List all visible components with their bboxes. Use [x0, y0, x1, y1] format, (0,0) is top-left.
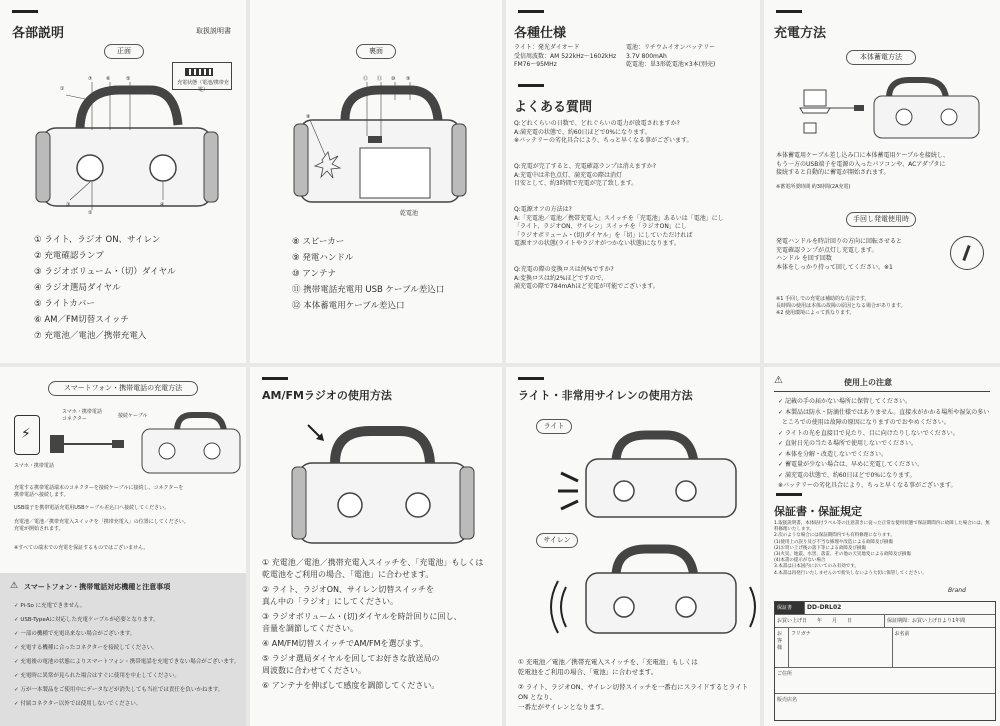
callout-8: ⑧ [306, 114, 311, 120]
form-row [775, 668, 995, 694]
panel-charging [764, 0, 1000, 363]
faq-title: よくある質問 [514, 100, 593, 115]
section-title: 各種仕様 [514, 26, 567, 41]
callout-3: ③ [66, 202, 71, 208]
steps-list [518, 657, 758, 712]
step: ⑤ ラジオ選局ダイヤルを回してお好きな放送局の 周波数に合わせてください。 [262, 654, 440, 675]
charging-illustration [764, 68, 1000, 148]
callout-6: ⑥ [106, 76, 111, 82]
subsection-label: スマートフォン・携帯電話の充電方法 [48, 381, 198, 396]
step: ② ライト、ラジオON、サイレン切替スイッチを一番右にスライドするとライトON となり、 一番左がサイレンとなります。 [518, 683, 749, 711]
steps-list [262, 557, 500, 692]
subsection-label: 本体蓄電方法 [846, 50, 916, 65]
faq-item: Q:どれくらいの日数で、どれぐらいの電力が放電されますか? A:満充電の状態で、約60日ほどで0%になります。 ※バッテリーの劣化具合により、ちっと早くなる事がございます。 [514, 120, 693, 145]
callout-9: ⑨ [406, 76, 411, 82]
warning-title: スマートフォン・携帯電話対応機種と注意事項 [24, 583, 171, 591]
warning-icon: ⚠ [774, 375, 783, 386]
list-item: ✓ 満充電の状態で、約60日ほどで0%になります。 [778, 471, 916, 479]
customer-label: お客様 [775, 628, 789, 667]
step: ② ライト、ラジオON、サイレン切替スイッチを 真ん中の「ラジオ」にしてください。 [262, 585, 434, 606]
warranty-text: 1.取扱説明書、本体貼付ラベル等の注意書きに従った正常な使用状態で保証期間内に故障した場合には、無料修理いたします。 2.次のような場合には保証期間内でも有料修理になります。 (1)使用上の誤り及び不当な修理や改造による故障及び損傷 (2)お買い上げ後の落下等による故障及び損傷 (3)火災、地震、水害、落雷、その他の天災地変による故障及び損傷 (4)本書の提示がない場合 3.本書は日本国内においてのみ有効です。 4.本書は再発行いたしませんので紛失しないよう大切に保管してください。 [774, 521, 990, 576]
section-title: ライト・非常用サイレンの使用方法 [518, 389, 693, 402]
list-item: ⑤ ライトカバー [34, 299, 95, 309]
list-item: ※バッテリーの劣化具合により、ちっと早くなる事がございます。 [778, 482, 957, 489]
spec-left: ライト：発光ダイオード 受信周波数：AM 522kHz〜1602kHz FM76〜95MHz [514, 44, 617, 69]
cable-label: 接続ケーブル [118, 413, 148, 419]
product-code: DD-DRL02 [807, 604, 842, 611]
panel-radio-usage [250, 367, 502, 726]
callout-5: ⑤ [126, 76, 131, 82]
heading-bar [262, 377, 288, 380]
caution-title: 使用上の注意 [844, 378, 892, 387]
warning-icon: ⚠ [10, 581, 19, 591]
faq-item: Q:充電の際の変換ロスは何%ですか? A:変換ロスは約2%ほどですので、 満充電の際で784mAhほど充電が可能でございます。 [514, 266, 659, 291]
radio-front-illustration [0, 60, 246, 240]
panel-parts-back [250, 0, 502, 363]
list-item: ④ ラジオ選局ダイヤル [34, 283, 121, 293]
panel-phone-charging [0, 367, 246, 726]
mode-label-light: ライト [536, 419, 572, 434]
furigana-field[interactable]: フリガナ [789, 628, 893, 667]
list-item: ② 充電確認ランプ [34, 251, 104, 261]
charging-notes: ※1 手回しでの充電は補助的な方法です。 長時間の使用は本体の故障の原因となる場合があります。 ※2 使用環境によって異なります。 [776, 296, 906, 316]
form-row [775, 628, 995, 668]
warranty-period: 保証期間：お買い上げ日より1年間 [887, 618, 966, 624]
form-row [775, 694, 995, 720]
step: ① 充電池／電池／携帯充電入スイッチを、「充電池」もしくは 乾電池をご利用の場合、「電池」に合わせます。 [262, 558, 484, 579]
list-item: ✓ 本製品は防水・防滴仕様ではありません。直接水がかかる場所や湿気の多い [778, 408, 990, 416]
list-item: ⑩ アンテナ [292, 269, 336, 279]
callout-10: ⑩ [391, 76, 396, 82]
crank-icon [950, 236, 984, 270]
list-item: ⑧ スピーカー [292, 237, 345, 247]
radio-back-illustration [250, 60, 502, 220]
callout-12: ⑫ [363, 76, 369, 82]
note: ※すべての端末での充電を保証するものではございません。 [14, 545, 149, 551]
list-item: ⑦ 充電池／電池／携帯充電入 [34, 331, 147, 341]
connector-label: スマホ・携帯電話 コネクター [62, 409, 102, 422]
heading-bar [776, 10, 802, 13]
panel-specs-faq [506, 0, 760, 363]
indicator-caption: 充電状態（電池/携帯充電） [177, 80, 229, 93]
list-item: ✓ Pi-So に充電できません。 [14, 603, 86, 609]
list-item: ③ ラジオボリューム・（切）ダイヤル [34, 267, 176, 277]
doc-label: 取扱説明書 [196, 27, 231, 35]
step: ④ AM/FM切替スイッチでAM/FMを選びます。 [262, 639, 428, 648]
list-item: ⑪ 携帯電話充電用 USB ケーブル差込口 [292, 285, 445, 295]
callout-4: ④ [160, 202, 165, 208]
list-item: ところでの使用は故障の原因になりますのでおやめください。 [781, 419, 950, 426]
panel-light-siren [506, 367, 760, 726]
siren-mode-illustration [506, 537, 760, 647]
section-title: 各部説明 [12, 26, 65, 41]
section-title: 充電方法 [774, 26, 827, 41]
brand-logo: Brand [948, 587, 966, 594]
parts-list [292, 234, 444, 314]
heading-bar [776, 493, 802, 496]
smartphone-icon [14, 415, 40, 455]
callout-7: ⑦ [88, 76, 93, 82]
view-label: 裏面 [356, 44, 396, 59]
form-header-row [775, 602, 995, 615]
list-item: ① ライト、ラジオ ON、サイレン [34, 235, 161, 245]
charging-text: 本体蓄電用ケーブル差し込み口に本体蓄電用ケーブルを接続し、 もう一方のUSB端子を電源の入ったパソコンや、ACアダプタに 接続すると自動的に蓄電が開始されます。 [776, 152, 949, 177]
heading-bar [518, 84, 544, 87]
list-item: ⑥ AM／FM切替スイッチ [34, 315, 129, 325]
heading-bar [518, 377, 544, 380]
view-label: 正面 [104, 44, 144, 59]
mode-label-siren: サイレン [536, 533, 578, 548]
light-mode-illustration [506, 423, 760, 523]
list-item: ✓ 充電後の電池の状態によりスマートフォン・携帯電話を充電できない場合がございます。 [14, 659, 240, 665]
heading-bar [518, 10, 544, 13]
step-1: 充電する携帯電話端末のコネクターを接続ケーブルに接続し、コネクターを 携帯電話へ接続します。 [14, 485, 184, 498]
list-item: ✓ 付属コネクター以外では使用しないでください。 [14, 701, 142, 707]
spec-right: 電池：リチウムイオンバッテリー 3.7V 800mAh 乾電池：単3形乾電池×3本(別売) [626, 44, 716, 69]
callout-2: ② [88, 210, 93, 216]
warranty-title: 保証書・保証規定 [774, 505, 862, 518]
list-item: ⑫ 本体蓄電用ケーブル差込口 [292, 301, 405, 311]
list-item: ✓ 蓄電量が少ない場合は、早めに充電してください。 [778, 461, 923, 468]
list-item: ✓ 充電時に異常が見られた場合はすぐに使用を中止してください。 [14, 673, 180, 679]
lightning-icon: ⚡ [21, 426, 31, 442]
callout-11: ⑪ [377, 76, 383, 82]
panel-caution-warranty [764, 367, 1000, 726]
step: ① 充電池／電池／携帯充電入スイッチを、「充電池」もしくは 乾電池をご利用の場合、「電池」に合わせます。 [518, 658, 698, 676]
radio-illustration [250, 413, 502, 573]
purchase-date: お買い上げ日 年 月 日 [775, 615, 885, 627]
step: ⑥ アンテナを伸ばして感度を調節してください。 [262, 681, 440, 690]
list-item: ✓ 万が一本製品をご使用中にデータなどが消失しても当社では責任を負いかねます。 [14, 687, 224, 693]
list-item: ✓ 直射日光の当たる場所で使用しないでください。 [778, 440, 917, 447]
name-field[interactable]: お名前 [894, 631, 910, 637]
faq-item: Q:電源オフの方法は? A:「充電池／電池／携帯充電入」スイッチを「充電池」あるいは「電池」にし 「ライト、ラジオON、サイレン」スイッチを「ラジオON」にし 「ラジオボリューム・(切)ダイヤル」を「切」にしていただければ 電源オフの状態(ライトやラジオがつかない状態)になります。 [514, 206, 724, 248]
divider [774, 391, 990, 392]
phone-label: スマホ・携帯電話 [14, 463, 54, 469]
list-item: ✓ ライトの光を直接目で見たり、目に向けたりしないでください。 [778, 429, 959, 437]
section-title: AM/FMラジオの使用方法 [262, 389, 392, 402]
warranty-form [774, 601, 996, 721]
step: ③ ラジオボリューム・(切)ダイヤルを時計回りに回し、 音量を調節してください。 [262, 612, 462, 633]
faq-item: Q:充電が完了すると、充電確認ランプは消えますか? A:充電中は赤色点灯、満充電の際は消灯 目安として、約3時間で充電が完了致します。 [514, 163, 656, 188]
warning-list [14, 599, 242, 711]
list-item: ✓ 記載の手の届かない場所に保管してください。 [778, 398, 911, 405]
charging-note: ※蓄電所要時間 約3時間(2A充電) [776, 184, 851, 190]
list-item: ⑨ 発電ハンドル [292, 253, 354, 263]
subsection-label: 手回し発電使用時 [846, 212, 916, 227]
parts-list [34, 232, 176, 344]
step-3: 充電池／電池／携帯充電入スイッチを「携帯充電入」の位置にしてください。 充電が開始されます。 [14, 519, 189, 532]
caution-list [778, 397, 996, 492]
form-label: 保証書 [775, 602, 805, 614]
list-item: ✓ 本体を分解・改造しないでください。 [778, 450, 887, 458]
heading-bar [12, 10, 38, 13]
list-item: ✓ USB-TypeAに対応した充電ケーブルが必要となります。 [14, 617, 159, 623]
list-item: ✓ 充電する機種に合ったコネクターを接続してください。 [14, 645, 158, 651]
form-row [775, 615, 995, 628]
panel-parts-front [0, 0, 246, 363]
step-2: USB端子を携帯電話充電用USBケーブル差込口へ接続してください。 [14, 505, 170, 511]
warning-box [0, 573, 246, 726]
store-field[interactable]: 販売店名 [777, 697, 798, 703]
address-field[interactable]: ご住所 [777, 671, 793, 677]
callout-1: ① [60, 86, 65, 92]
hand-crank-text: 発電ハンドルを時計回りの方向に回転させると 充電確認ランプが点灯し充電します。 ハンドル を回す回数 本体をしっかり持って回してください。※1 [776, 238, 903, 271]
list-item: ✓ 一部の機種で充電出来ない場合がございます。 [14, 631, 136, 637]
battery-label: 乾電池 [400, 210, 419, 217]
